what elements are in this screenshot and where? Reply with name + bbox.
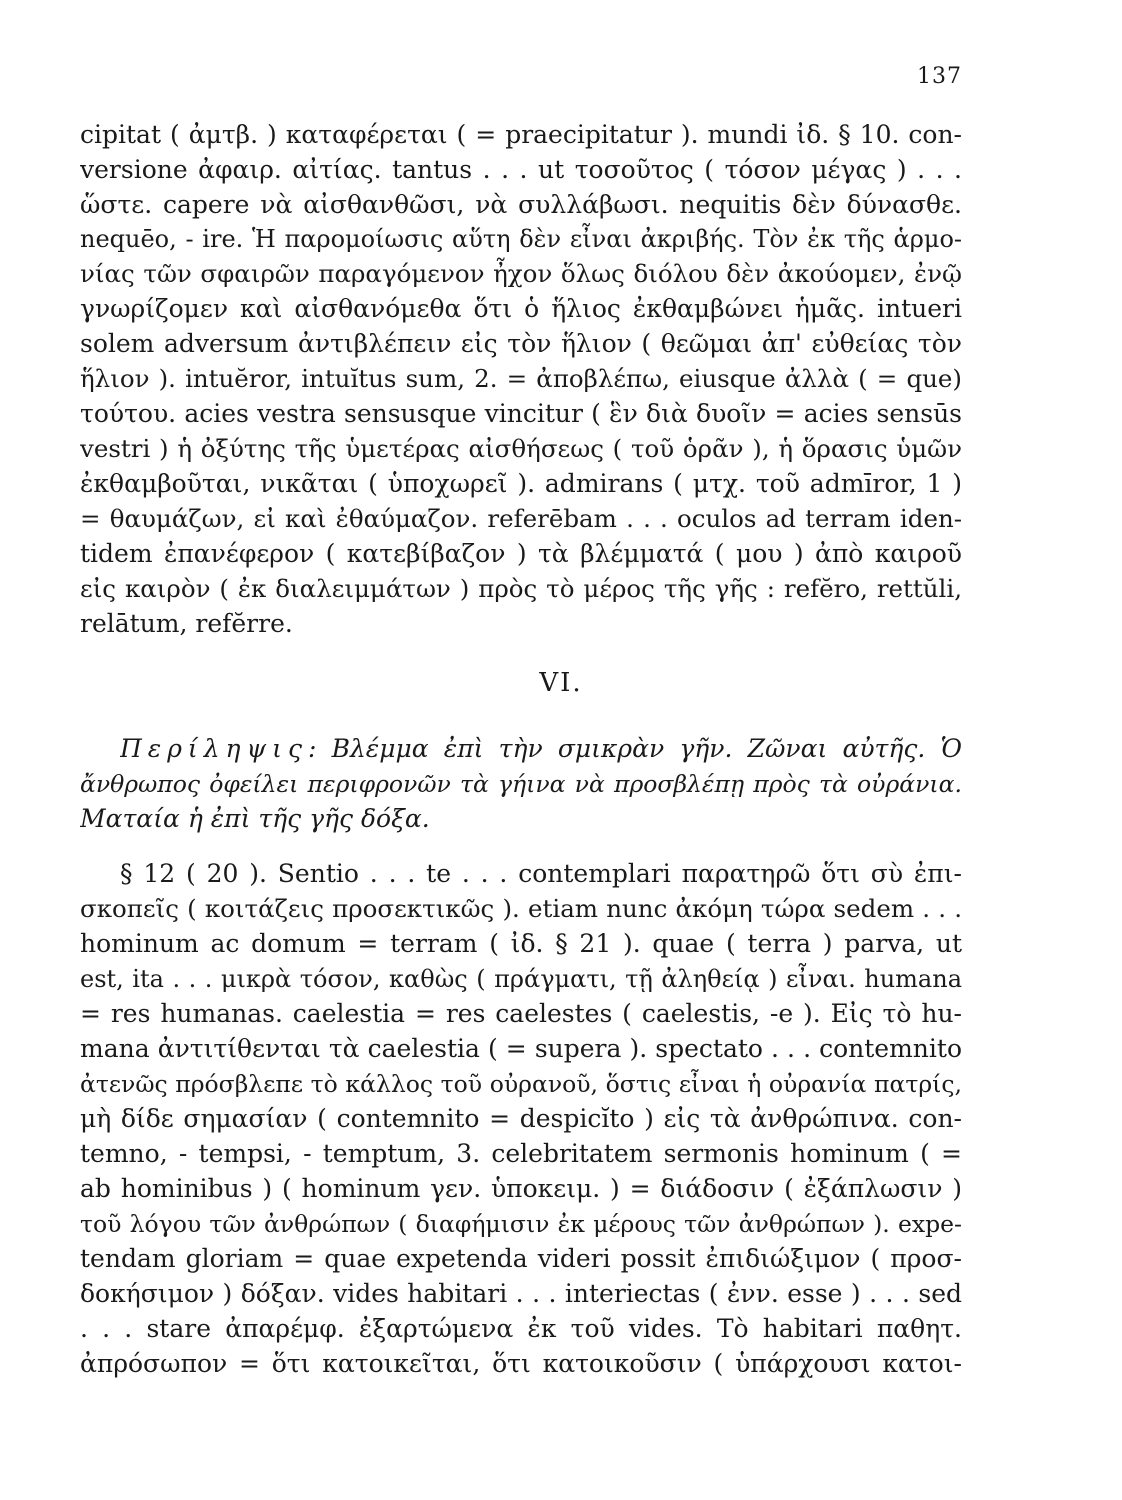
text-line: est, ita . . . μικρὰ τόσον, καθὼς ( πράγματι, τῇ ἀληθείᾳ ) εἶναι. humana (80, 965, 962, 993)
text-line: § 12 ( 20 ). Sentio . . . te . . . contemplari παρατηρῶ ὅτι σὺ ἐπι- (120, 859, 962, 888)
section-heading: VI. (539, 668, 583, 698)
text-line: vestri ) ἡ ὀξύτης τῆς ὑμετέρας αἰσθήσεως ( τοῦ ὁρᾶν ), ἡ ὅρασις ὑμῶν (80, 434, 962, 463)
text-line: = θαυμάζων, εἰ καὶ ἐθαύμαζον. referēbam . . . oculos ad terram iden- (80, 504, 962, 533)
text-line: ἥλιον ). intuĕror, intuĭtus sum, 2. = ἀποβλέπω, eiusque ἀλλὰ ( = que) (80, 364, 962, 393)
text-line: ab hominibus ) ( hominum γεν. ὑποκειμ. ) = διάδοσιν ( ἐξάπλωσιν ) (80, 1174, 962, 1203)
text-line: = res humanas. caelestia = res caelestes ( caelestis, -e ). Εἰς τὸ hu- (80, 999, 962, 1028)
text-line: μὴ δίδε σημασίαν ( contemnito = despicĭto ) εἰς τὰ ἀνθρώπινα. con- (80, 1104, 962, 1133)
text-line: τούτου. acies vestra sensusque vincitur ( ἓν διὰ δυοῖν = acies sensūs (80, 399, 962, 428)
summary-line: ἄνθρωπος ὀφείλει περιφρονῶν τὰ γήινα νὰ προσβλέπῃ πρὸς τὰ οὐράνια. (80, 770, 962, 798)
text-line: relātum, refĕrre. (80, 609, 293, 638)
text-line: τοῦ λόγου τῶν ἀνθρώπων ( διαφήμισιν ἐκ μέρους τῶν ἀνθρώπων ). expe- (80, 1210, 962, 1238)
summary-text: : Βλέμμα ἐπὶ τὴν σμικρὰν γῆν. Ζῶναι αὐτῆς. Ὁ (307, 734, 962, 763)
text-line: σκοπεῖς ( κοιτάζεις προσεκτικῶς ). etiam nunc ἀκόμη τώρα sedem . . . (80, 894, 962, 923)
summary-line: Ματαία ἡ ἐπὶ τῆς γῆς δόξα. (80, 804, 430, 833)
text-line: ἐκθαμβοῦται, νικᾶται ( ὑποχωρεῖ ). admirans ( μτχ. τοῦ admīror, 1 ) (80, 469, 962, 498)
text-line: temno, - tempsi, - temptum, 3. celebritatem sermonis hominum ( = (80, 1139, 962, 1168)
text-line: ἀτενῶς πρόσβλεπε τὸ κάλλος τοῦ οὐρανοῦ, ὅστις εἶναι ἡ οὐρανία πατρίς, (80, 1070, 962, 1098)
text-line: νίας τῶν σφαιρῶν παραγόμενον ἦχον ὅλως διόλου δὲν ἀκούομεν, ἐνῷ (80, 259, 962, 288)
summary-label: Περίληψις (120, 734, 308, 763)
text-line: ὥστε. capere νὰ αἰσθανθῶσι, νὰ συλλάβωσι. nequitis δὲν δύνασθε. (80, 190, 962, 219)
text-line: εἰς καιρὸν ( ἐκ διαλειμμάτων ) πρὸς τὸ μέρος τῆς γῆς : refĕro, rettŭli, (80, 574, 962, 603)
text-line: tendam gloriam = quae expetenda videri possit ἐπιδιώξιμον ( προσ- (80, 1244, 962, 1273)
text-line: tidem ἐπανέφερον ( κατεβίβαζον ) τὰ βλέμματά ( μου ) ἀπὸ καιροῦ (80, 539, 962, 568)
text-line: . . . stare ἀπαρέμφ. ἐξαρτώμενα ἐκ τοῦ vides. Τὸ habitari παθητ. (80, 1314, 962, 1343)
text-line: ἀπρόσωπον = ὅτι κατοικεῖται, ὅτι κατοικοῦσιν ( ὑπάρχουσι κατοι- (80, 1349, 962, 1378)
text-line: mana ἀντιτίθενται τὰ caelestia ( = supera ). spectato . . . contemnito (80, 1034, 962, 1063)
text-line: δοκήσιμον ) δόξαν. vides habitari . . . interiectas ( ἐνν. esse ) . . . sed (80, 1279, 962, 1308)
text-line: solem adversum ἀντιβλέπειν εἰς τὸν ἥλιον ( θεῶμαι ἀπ' εὐθείας τὸν (80, 329, 962, 358)
page-number: 137 (917, 64, 962, 89)
text-line: versione ἀφαιρ. αἰτίας. tantus . . . ut τοσοῦτος ( τόσον μέγας ) . . . (80, 155, 962, 184)
text-line: nequēo, - ire. Ἡ παρομοίωσις αὕτη δὲν εἶναι ἀκριβής. Τὸν ἐκ τῆς ἁρμο- (80, 225, 962, 253)
text-line: cipitat ( ἀμτβ. ) καταφέρεται ( = praecipitatur ). mundi ἰδ. § 10. con- (80, 120, 962, 149)
summary-line (120, 732, 962, 766)
text-line: γνωρίζομεν καὶ αἰσθανόμεθα ὅτι ὁ ἥλιος ἐκθαμβώνει ἡμᾶς. intueri (80, 294, 962, 323)
text-line: hominum ac domum = terram ( ἰδ. § 21 ). quae ( terra ) parva, ut (80, 929, 962, 958)
